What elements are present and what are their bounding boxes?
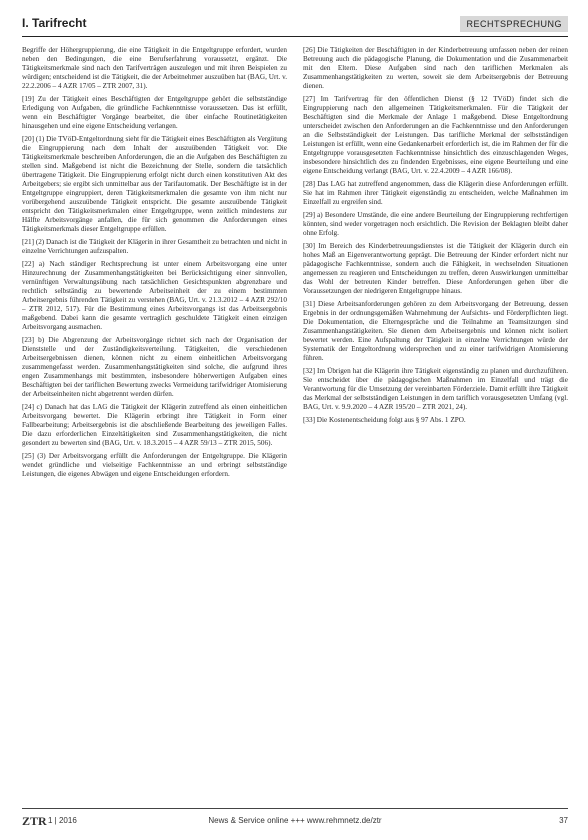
paragraph: [24] c) Danach hat das LAG die Tätigkeit der Klägerin zutreffend als einen einheitlichen Arbeitsvorgang bewertet. Die Klägerin erbringt ihre Tätigkeit in Form einer Fallbearbeitung; Arbeitsergebnis ist die abschließende Bearbeitung des jeweiligen Falles. Die dazu erforderlichen Einzeltätigkeiten sind Zusammenhangstätigkeiten, die nicht gesondert zu bewerten sind (BAG, Urt. v. 18.3.2015 – 4 AZR 59/13 – ZTR 2015, 506).: [22, 403, 287, 447]
paragraph: [19] Zu der Tätigkeit eines Beschäftigten der Entgeltgruppe gehört die selbstständige Erledigung von Aufgaben, die gründliche Fachkenntnisse voraussetzen. Das ist erfüllt, wenn ein Beschäftigter Vorgänge bearbeitet, die über einfache Routinetätigkeiten hinausgehen und eine eigene Entscheidung verlangen.: [22, 95, 287, 130]
paragraph: [27] Im Tarifvertrag für den öffentlichen Dienst (§ 12 TVöD) findet sich die Eingruppierung nach den allgemeinen Tätigkeitsmerkmalen. Für die Tätigkeit der Beschäftigten sind die Merkmale der Anlage 1 maßgebend. Diese Entgeltordnung unterscheidet zwischen den Anforderungen an die Fachkenntnisse und den Anforderungen an die Selbstständigkeit der Leistungen. Das tarifliche Merkmal der selbstständigen Leistungen ist erfüllt, wenn eine Gedankenarbeit erforderlich ist, die im Rahmen der für die Entgeltgruppe vorausgesetzten Fachkenntnisse hinsichtlich des einzuschlagenden Weges, insbesondere hinsichtlich des zu findenden Ergebnisses, eine eigene Beurteilung und eine eigene Entscheidung verlangt (BAG, Urt. v. 22.4.2009 – 4 AZR 166/08).: [303, 95, 568, 175]
paragraph: [31] Diese Arbeitsanforderungen gehören zu dem Arbeitsvorgang der Betreuung, dessen Ergebnis in der ordnungsgemäßen Wahrnehmung der Aufsichts- und Förderpflichten liegt. Die Dokumentation, die Elterngespräche und die Teilnahme an Teamsitzungen sind Zusammenhangstätigkeiten. Sie dienen dem Arbeitsergebnis und können nicht isoliert bewertet werden. Eine Aufspaltung der Tätigkeit in einzelne Verrichtungen würde der Systematik der Entgeltordnung widersprechen und zu einer tarifwidrigen Atomisierung führen.: [303, 300, 568, 362]
paragraph: [22] a) Nach ständiger Rechtsprechung ist unter einem Arbeitsvorgang eine unter Hinzurechnung der Zusammenhangstätigkeiten bei Berücksichtigung einer sinnvollen, vernünftigen Verwaltungsübung nach tatsächlichen Gesichtspunkten abgrenzbare und rechtlich selbständig zu bewertende Arbeitseinheit der zu einem bestimmten Arbeitsergebnis führenden Tätigkeit zu verstehen (BAG, Urt. v. 21.3.2012 – 4 AZR 292/10 – ZTR 2012, 517). Für die Bestimmung eines Arbeitsvorgangs ist das Arbeitsergebnis maßgebend. Dabei kann die gesamte vertraglich geschuldete Tätigkeit einen einzigen Arbeitsvorgang ausmachen.: [22, 260, 287, 331]
paragraph: [30] Im Bereich des Kinderbetreuungsdienstes ist die Tätigkeit der Klägerin durch ein hohes Maß an Eigenverantwortung geprägt. Die Betreuung der Kinder erfordert nicht nur pädagogische Fachkenntnisse, sondern auch die Fähigkeit, in wechselnden Situationen angemessen zu reagieren und Entscheidungen zu treffen, deren Auswirkungen unmittelbar das Wohl der betreuten Kinder betreffen. Diese Anforderungen gehen über die Voraussetzungen der niedrigeren Entgeltgruppe hinaus.: [303, 242, 568, 295]
rubric-label: RECHTSPRECHUNG: [460, 16, 568, 32]
paragraph: [28] Das LAG hat zutreffend angenommen, dass die Klägerin diese Anforderungen erfüllt. Sie hat im Rahmen ihrer Tätigkeit eigenständig zu entscheiden, welche Maßnahmen im Einzelfall zu ergreifen sind.: [303, 180, 568, 206]
paragraph: [32] Im Übrigen hat die Klägerin ihre Tätigkeit eigenständig zu planen und durchzuführen. Sie entscheidet über die pädagogischen Maßnahmen im Einzelfall und trägt die Verantwortung für die Umsetzung der vereinbarten Förderziele. Damit erfüllt ihre Tätigkeit das Merkmal der selbstständigen Leistungen in dem tariflich vorausgesetzten Umfang (vgl. BAG, Urt. v. 9.9.2020 – 4 AZR 195/20 – ZTR 2021, 24).: [303, 367, 568, 411]
left-column: [22, 46, 287, 796]
journal-logo: ZTR: [22, 814, 47, 828]
paragraph: [23] b) Die Abgrenzung der Arbeitsvorgänge richtet sich nach der Organisation der Dienststelle und der Zuständigkeitsverteilung. Tätigkeiten, die verschiedenen Arbeitsergebnissen dienen, können nicht zu einem einheitlichen Arbeitsvorgang zusammengefasst werden. Zusammenhangstätigkeiten sind solche, die aufgrund ihres engen Zusammenhangs mit bestimmten, insbesondere höherwertigen Aufgaben eines Beschäftigten bei der tariflichen Bewertung zwecks Vermeidung tarifwidriger Atomisierung der Arbeitseinheiten nicht abgetrennt werden dürfen.: [22, 336, 287, 398]
article-body: [22, 46, 568, 796]
page-footer: [22, 808, 568, 827]
paragraph: [29] a) Besondere Umstände, die eine andere Beurteilung der Eingruppierung rechtfertigen könnten, sind weder vorgetragen noch ersichtlich. Die Revision der Beklagten bleibt daher ohne Erfolg.: [303, 211, 568, 237]
right-column: [303, 46, 568, 796]
paragraph: [21] (2) Danach ist die Tätigkeit der Klägerin in ihrer Gesamtheit zu betrachten und nicht in einzelne Verrichtungen aufzuspalten.: [22, 238, 287, 255]
paragraph: [20] (1) Die TVöD-Entgeltordnung sieht für die Tätigkeit eines Beschäftigten als Vergütung die Eingruppierung nach dem Inhalt der auszuübenden Tätigkeit vor. Die Tätigkeitsmerkmale beschreiben Anforderungen, die an die Aufgaben des Beschäftigten zu stellen sind. Maßgebend ist nicht die Bezeichnung der Stelle, sondern die tatsächlich übertragene Tätigkeit. Die Eingruppierung erfolgt nicht durch einen konstitutiven Akt des Arbeitgebers; sie ergibt sich unmittelbar aus der Tarifautomatik. Der Beschäftigte ist in der Entgeltgruppe eingruppiert, deren Tätigkeitsmerkmalen die gesamte von ihm nicht nur vorübergehend auszuübende Tätigkeit entspricht. Die gesamte auszuübende Tätigkeit entspricht den Tätigkeitsmerkmalen einer Entgeltgruppe, wenn zeitlich mindestens zur Hälfte Arbeitsvorgänge anfallen, die für sich genommen die Anforderungen eines Tätigkeitsmerkmals dieser Entgeltgruppe erfüllen.: [22, 135, 287, 233]
paragraph: [33] Die Kostenentscheidung folgt aus § 97 Abs. 1 ZPO.: [303, 416, 466, 424]
paragraph: Begriffe der Höhergruppierung, die eine Tätigkeit in die Entgeltgruppe erfordert, wurden neben den Bedingungen, die eine Berufserfahrung voraussetzt, ergänzt. Die Tätigkeitsmerkmale sind nach den Tarifverträgen auszulegen und mit ihren Beispielen zu würdigen; entscheidend ist die Tätigkeit, die der Arbeitnehmer auszuüben hat (BAG, Urt. v. 22.2.2006 – 4 AZR 17/05 – ZTR 2007, 31).: [22, 46, 287, 90]
issue-number: 1 | 2016: [48, 816, 77, 825]
footer-link[interactable]: News & Service online +++ www.rehmnetz.de/ztr: [208, 816, 382, 825]
page-header: [22, 16, 568, 37]
page-number: 37: [559, 816, 568, 825]
paragraph: [25] (3) Der Arbeitsvorgang erfüllt die Anforderungen der Entgeltgruppe. Die Klägerin wendet gründliche und vielseitige Fachkenntnisse an und erbringt selbstständige Leistungen, die eigenes Abwägen und eigene Entscheidungen erfordern.: [22, 452, 287, 478]
paragraph: [26] Die Tätigkeiten der Beschäftigten in der Kinderbetreuung umfassen neben der reinen Betreuung auch die pädagogische Planung, die Dokumentation und die Zusammenarbeit mit den Eltern. Diese Aufgaben sind nach den tariflichen Merkmalen als Zusammenhangstätigkeiten zu werten, soweit sie dem Arbeitsergebnis der Betreuung dienen.: [303, 46, 568, 90]
section-title: I. Tarifrecht: [22, 16, 87, 30]
